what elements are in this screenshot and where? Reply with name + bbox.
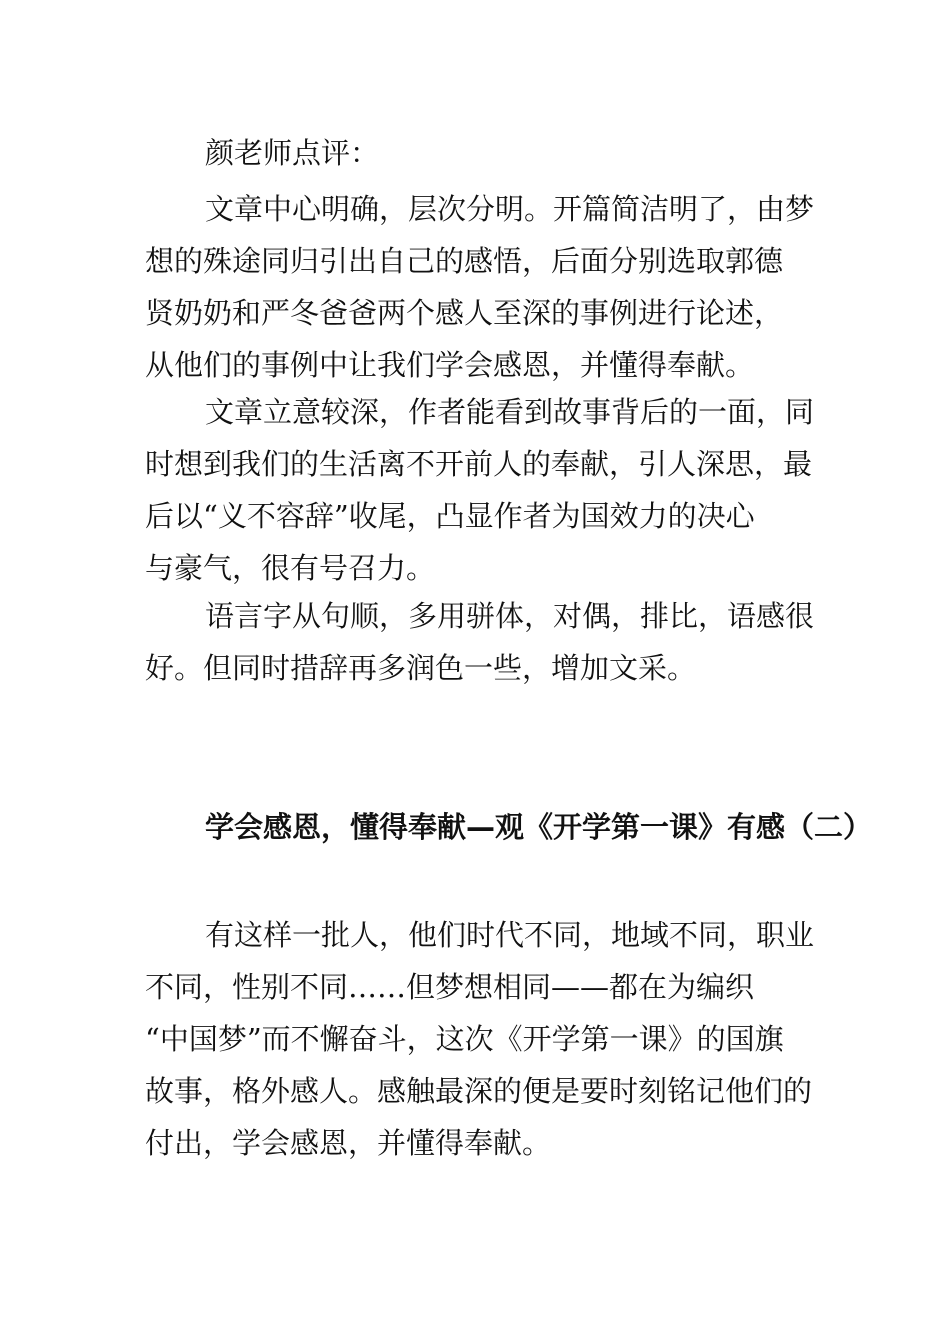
review-paragraph-1: [145, 183, 815, 391]
review-paragraph-2: [145, 386, 815, 594]
paragraph-line: 文章立意较深，作者能看到故事背后的一面，同: [205, 395, 815, 429]
paragraph-line: 好。但同时措辞再多润色一些，增加文采。: [145, 651, 697, 685]
paragraph-line: 不同，性别不同……但梦想相同——都在为编织: [145, 970, 755, 1004]
paragraph-line: 与豪气，很有号召力。: [145, 551, 436, 585]
essay-paragraph-1: [145, 909, 815, 1169]
essay-title: 学会感恩，懂得奉献—观《开学第一课》有感（二）: [205, 810, 873, 844]
paragraph-line: “中国梦”而不懈奋斗，这次《开学第一课》的国旗: [145, 1022, 784, 1056]
paragraph-line: 有这样一批人，他们时代不同，地域不同，职业: [205, 918, 815, 952]
paragraph-line: 故事，格外感人。感触最深的便是要时刻铭记他们的: [145, 1074, 813, 1108]
paragraph-line: 想的殊途同归引出自己的感悟，后面分别选取郭德: [145, 244, 784, 278]
paragraph-line: 贤奶奶和严冬爸爸两个感人至深的事例进行论述，: [145, 296, 784, 330]
paragraph-line: 文章中心明确，层次分明。开篇简洁明了，由梦: [205, 192, 815, 226]
paragraph-line: 从他们的事例中让我们学会感恩，并懂得奉献。: [145, 348, 755, 382]
paragraph-line: 语言字从句顺，多用骈体，对偶，排比，语感很: [205, 599, 815, 633]
paragraph-line: 后以“义不容辞”收尾，凸显作者为国效力的决心: [145, 499, 755, 533]
paragraph-line: 时想到我们的生活离不开前人的奉献，引人深思，最: [145, 447, 813, 481]
paragraph-line: 付出，学会感恩，并懂得奉献。: [145, 1126, 552, 1160]
review-paragraph-3: [145, 590, 815, 694]
review-heading: 颜老师点评：: [205, 136, 380, 170]
review-heading-block: [145, 127, 810, 179]
